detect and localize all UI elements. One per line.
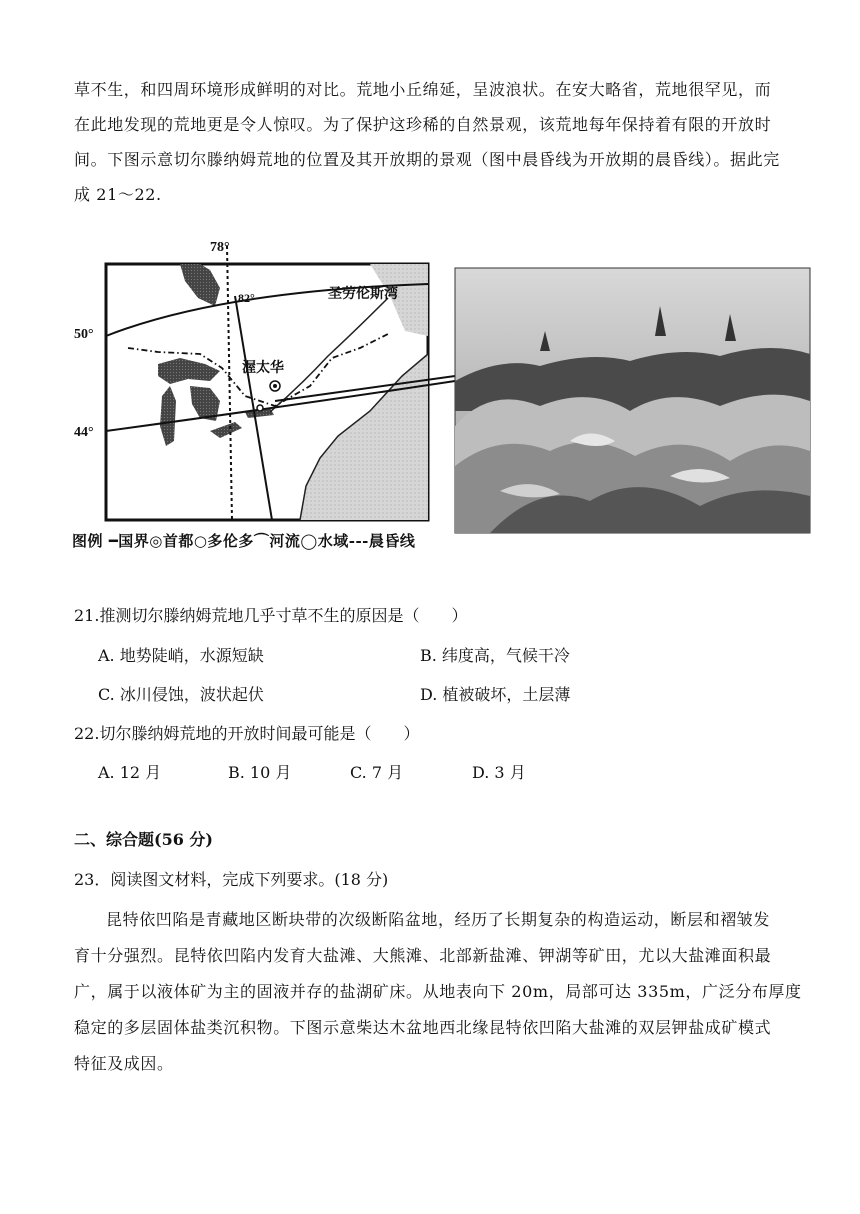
landscape-photo [455,268,810,533]
capital-dot-icon [273,384,277,388]
q23-line: 特征及成因。 [74,1054,174,1073]
label-lat-44: 44° [74,425,94,440]
q22-option-d: D. 3 月 [472,763,526,782]
q22-option-a: A. 12 月 [98,763,162,782]
q21-option-c: C. 冰川侵蚀，波状起伏 [98,685,264,704]
label-gulf: 圣劳伦斯湾 [328,286,398,302]
q23-line: 昆特依凹陷是青藏地区断块带的次级断陷盆地，经历了长期复杂的构造运动，断层和褶皱发 [106,910,771,929]
location-map [74,240,455,520]
label-lon-78: 78° [210,240,230,255]
label-lon-82: 82° [238,291,255,305]
intro-line: 在此地发现的荒地更是令人惊叹。为了保护这珍稀的自然景观，该荒地每年保持着有限的开放时 [74,115,772,134]
q23-paragraph [74,902,814,1082]
label-lat-50: 50° [74,327,94,342]
q23-line: 稳定的多层固体盐类沉积物。下图示意柴达木盆地西北缘昆特依凹陷大盐滩的双层钾盐成矿模式 [74,1018,772,1037]
q21-option-b: B. 纬度高，气候干冷 [420,646,570,665]
q22-option-c: C. 7 月 [350,763,404,782]
section-title: 二、综合题(56 分) [74,830,213,849]
label-capital: 渥太华 [242,360,284,376]
map-legend: 图例 ━国界◎首都○多伦多⌒河流◯水域---晨昏线 [72,532,416,550]
q21-option-a: A. 地势陡峭，水源短缺 [98,646,264,665]
question-21-stem: 21.推测切尔滕纳姆荒地几乎寸草不生的原因是（ ） [74,606,468,625]
intro-line: 草不生，和四周环境形成鲜明的对比。荒地小丘绵延，呈波浪状。在安大略省，荒地很罕见，而 [74,80,772,99]
toronto-marker-icon [257,405,263,411]
q21-option-d: D. 植被破坏，土层薄 [420,685,571,704]
q23-line: 广，属于以液体矿为主的固液并存的盐湖矿床。从地表向下 20m，局部可达 335m，广泛分布厚度 [74,982,802,1001]
figure-map-and-photo [70,236,815,566]
intro-line: 间。下图示意切尔滕纳姆荒地的位置及其开放期的景观（图中晨昏线为开放期的晨昏线）。据此完 [74,150,780,169]
q22-option-b: B. 10 月 [228,763,292,782]
intro-line: 成 21～22. [74,185,162,204]
question-22-stem: 22.切尔滕纳姆荒地的开放时间最可能是（ ） [74,724,420,743]
question-23-stem: 23．阅读图文材料，完成下列要求。(18 分) [74,870,389,889]
intro-paragraph [74,72,814,212]
q23-line: 育十分强烈。昆特依凹陷内发育大盐滩、大熊滩、北部新盐滩、钾湖等矿田，尤以大盐滩面积最 [74,946,772,965]
